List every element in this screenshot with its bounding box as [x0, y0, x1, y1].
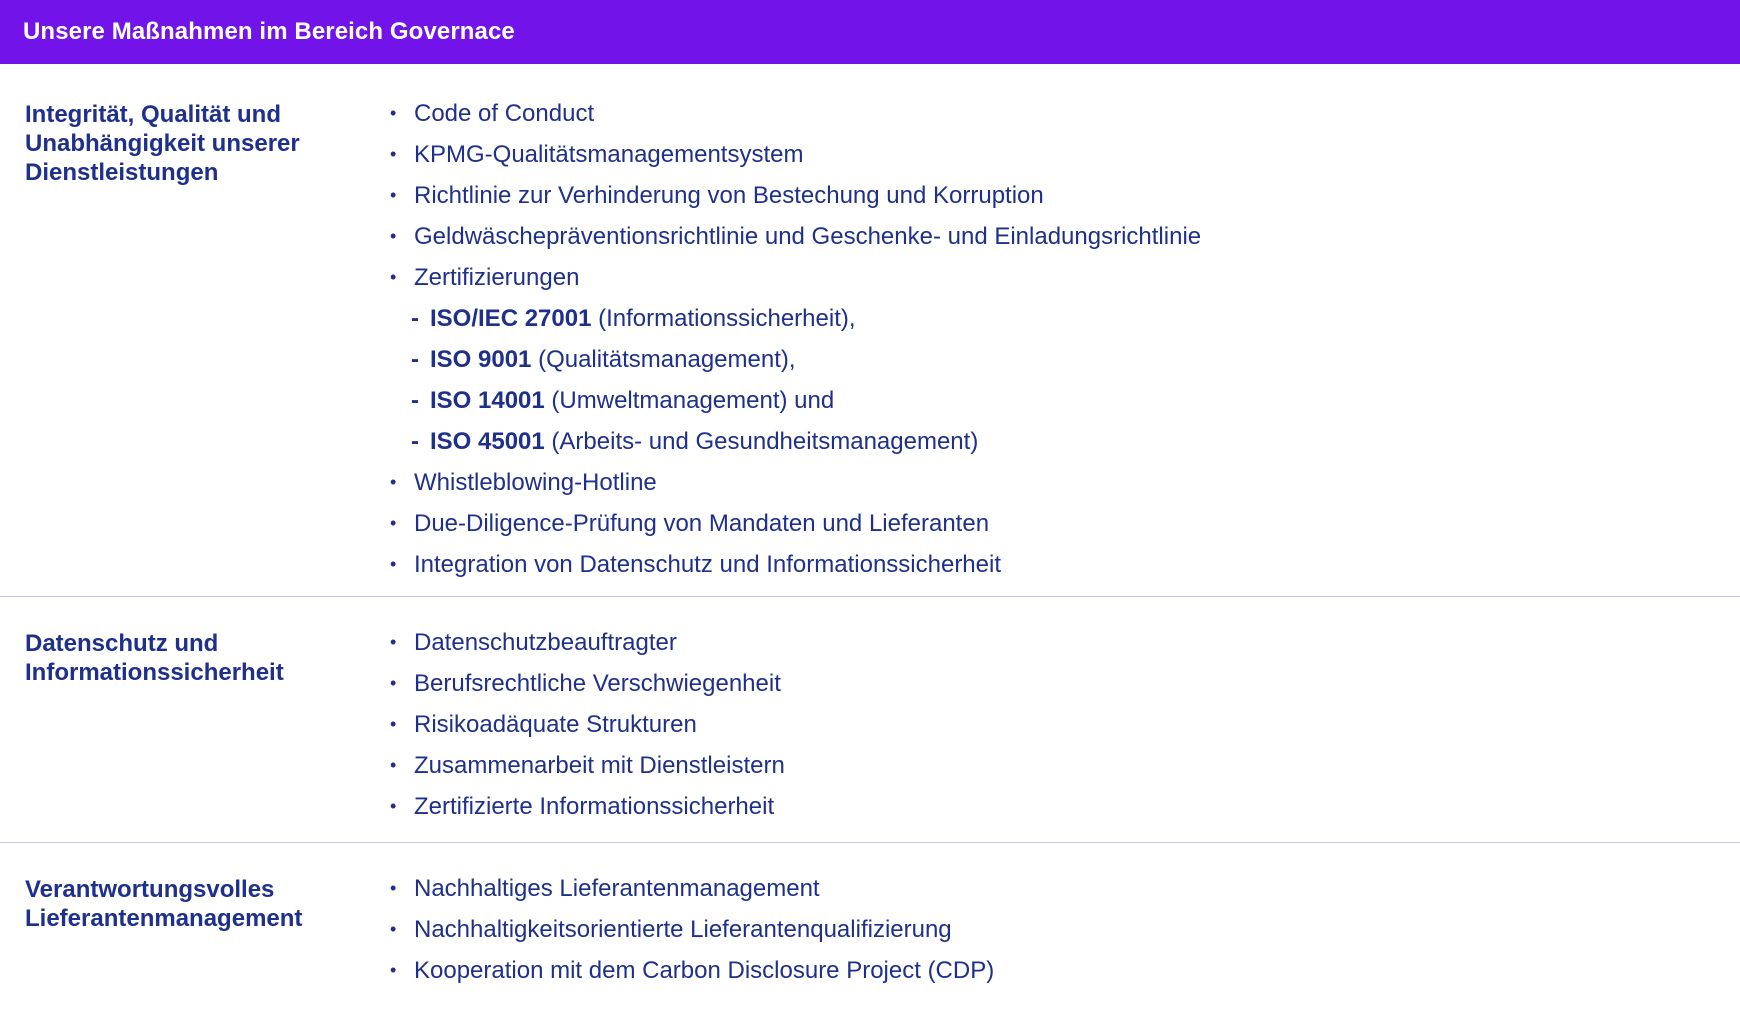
certification-code: ISO 45001: [430, 428, 545, 455]
list-item-text: KPMG-Qualitätsmanagementsystem: [414, 141, 804, 168]
bullet-icon: •: [390, 554, 397, 574]
certification-code: ISO/IEC 27001: [430, 305, 592, 332]
list-item: [366, 134, 1740, 175]
certification-description: (Qualitätsmanagement),: [531, 346, 796, 373]
list-item-text: Risikoadäquate Strukturen: [414, 711, 697, 738]
section-title-column: [0, 622, 366, 842]
bullet-icon: •: [390, 632, 397, 652]
list-item-text: Zusammenarbeit mit Dienstleistern: [414, 752, 785, 779]
bullet-icon: •: [390, 878, 397, 898]
list-item: [366, 950, 1740, 991]
list-item: [366, 257, 1740, 298]
bullet-icon: •: [390, 796, 397, 816]
list-item-text: Kooperation mit dem Carbon Disclosure Project (CDP): [414, 957, 995, 984]
list-item: [366, 868, 1740, 909]
list-item-text: Zertifizierte Informationssicherheit: [414, 793, 775, 820]
certification-item: [366, 339, 1740, 380]
certification-code: ISO 14001: [430, 387, 545, 414]
bullet-icon: •: [390, 673, 397, 693]
certification-item: [366, 421, 1740, 462]
measures-column: [366, 622, 1740, 842]
bullet-icon: •: [390, 144, 397, 164]
header-bar: [0, 0, 1740, 64]
dash-icon: -: [411, 387, 419, 414]
bullet-icon: •: [390, 103, 397, 123]
list-item-text: Berufsrechtliche Verschwiegenheit: [414, 670, 781, 697]
list-item-text: Zertifizierungen: [414, 264, 580, 291]
measures-column: [366, 93, 1740, 596]
list-item: [366, 786, 1740, 827]
list-item: [366, 93, 1740, 134]
section-title: Integrität, Qualität und Unabhängigkeit unserer Dienstleistungen: [25, 101, 300, 186]
certification-item: [366, 298, 1740, 339]
list-item-text: Code of Conduct: [414, 100, 595, 127]
certification-code: ISO 9001: [430, 346, 532, 373]
dash-icon: -: [411, 428, 419, 455]
section-title-column: [0, 93, 366, 596]
bullet-icon: •: [390, 919, 397, 939]
bullet-icon: •: [390, 267, 397, 287]
list-item: [366, 909, 1740, 950]
section-data-protection: [0, 597, 1740, 843]
certification-description: (Arbeits- und Gesundheitsmanagement): [544, 428, 979, 455]
certification-description: (Informationssicherheit),: [591, 305, 856, 332]
certification-item: [366, 380, 1740, 421]
list-item: [366, 503, 1740, 544]
measures-list: [366, 622, 1740, 827]
list-item-text: Due-Diligence-Prüfung von Mandaten und Lieferanten: [414, 510, 990, 537]
certification-description: (Umweltmanagement) und: [544, 387, 835, 414]
list-item: [366, 704, 1740, 745]
list-item-text: Datenschutzbeauftragter: [414, 629, 677, 656]
list-item-text: Integration von Datenschutz und Informationssicherheit: [414, 551, 1002, 578]
list-item-text: Geldwäschepräventionsrichtlinie und Geschenke- und Einladungsrichtlinie: [414, 223, 1202, 250]
list-item: [366, 175, 1740, 216]
measures-list: [366, 93, 1740, 585]
measures-list: [366, 868, 1740, 991]
bullet-icon: •: [390, 185, 397, 205]
page-title: Unsere Maßnahmen im Bereich Governace: [23, 18, 515, 45]
list-item: [366, 622, 1740, 663]
list-item-text: Nachhaltigkeitsorientierte Lieferantenqualifizierung: [414, 916, 952, 943]
bullet-icon: •: [390, 714, 397, 734]
section-supplier-management: [0, 843, 1740, 1011]
bullet-icon: •: [390, 513, 397, 533]
bullet-icon: •: [390, 960, 397, 980]
bullet-icon: •: [390, 472, 397, 492]
section-title-column: [0, 868, 366, 1011]
list-item-text: Nachhaltiges Lieferantenmanagement: [414, 875, 820, 902]
list-item: [366, 745, 1740, 786]
list-item: [366, 216, 1740, 257]
bullet-icon: •: [390, 755, 397, 775]
list-item: [366, 663, 1740, 704]
section-title: Verantwortungsvolles Lieferantenmanagement: [25, 876, 303, 932]
section-integrity-quality: [0, 64, 1740, 597]
list-item: [366, 544, 1740, 585]
dash-icon: -: [411, 346, 419, 373]
list-item-text: Whistleblowing-Hotline: [414, 469, 657, 496]
list-item-text: Richtlinie zur Verhinderung von Bestechung und Korruption: [414, 182, 1044, 209]
section-title: Datenschutz und Informationssicherheit: [25, 630, 284, 686]
bullet-icon: •: [390, 226, 397, 246]
measures-column: [366, 868, 1740, 1011]
dash-icon: -: [411, 305, 419, 332]
list-item: [366, 462, 1740, 503]
